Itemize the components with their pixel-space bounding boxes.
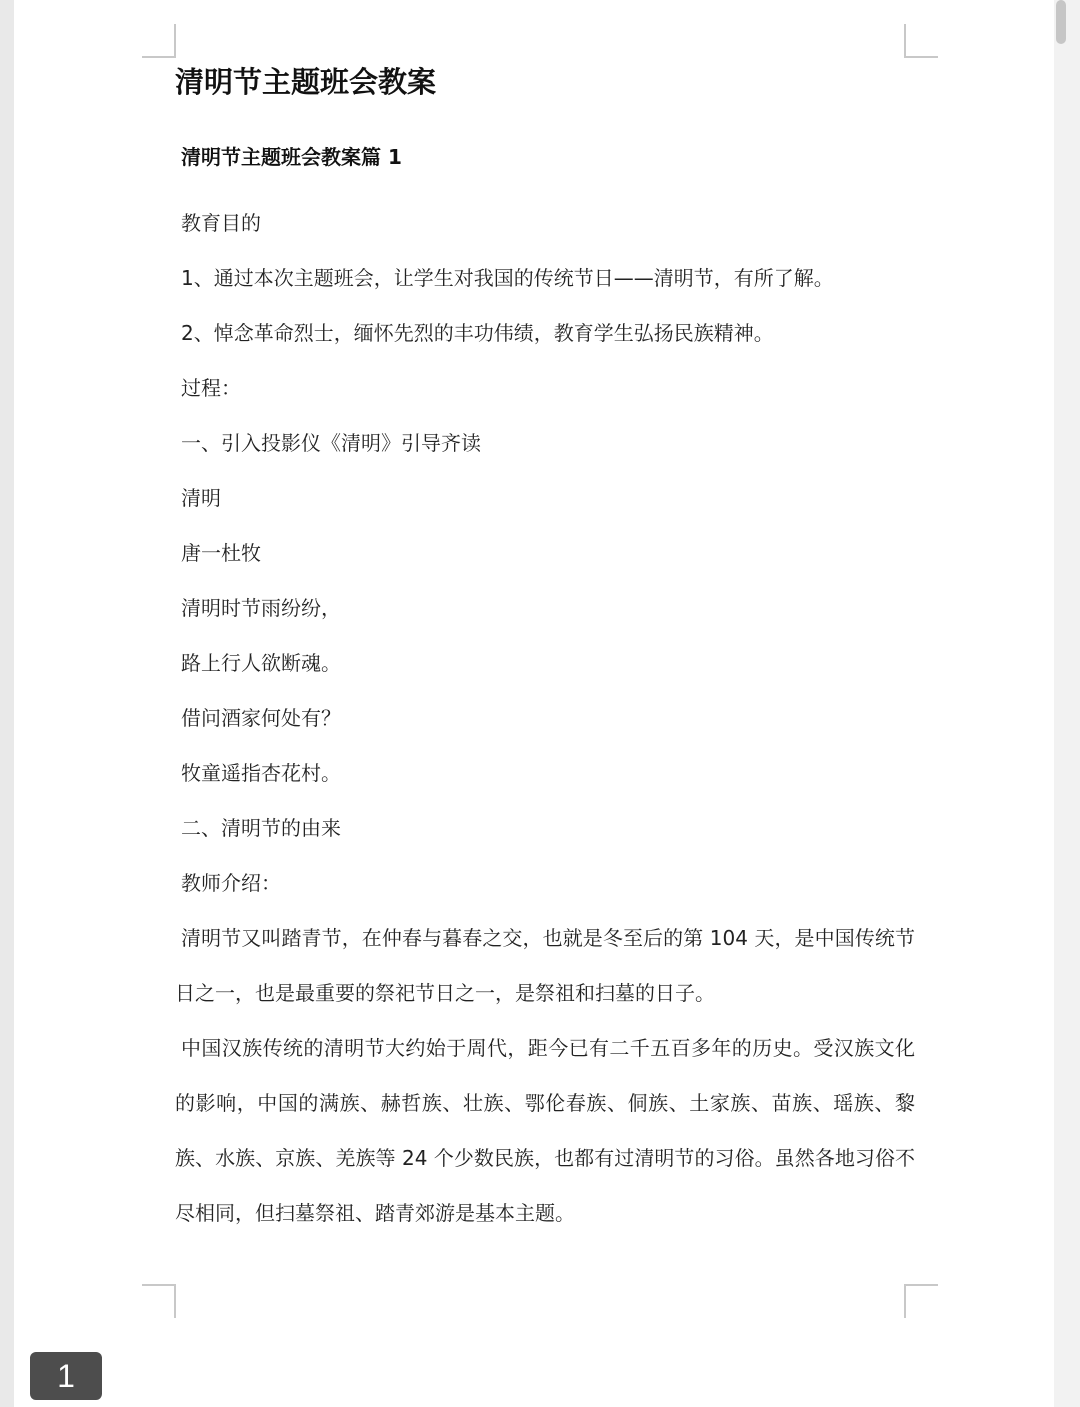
body-line: 过程： — [181, 376, 241, 400]
poem-author: 唐一杜牧 — [181, 541, 261, 565]
document-body — [175, 196, 915, 1241]
body-paragraph: 清明节又叫踏青节，在仲春与暮春之交，也就是冬至后的第 104 天，是中国传统节日之一，也是最重要的祭祀节日之一，是祭祖和扫墓的日子。 — [175, 926, 915, 1005]
margin-mark-bottom-right — [904, 1284, 938, 1318]
poem-line: 借问酒家何处有？ — [181, 706, 341, 730]
body-line: 二、清明节的由来 — [181, 816, 341, 840]
section-heading: 清明节主题班会教案篇 1 — [181, 145, 402, 169]
poem-line: 牧童遥指杏花村。 — [181, 761, 341, 785]
poem-title: 清明 — [181, 486, 221, 510]
margin-mark-bottom-left — [142, 1284, 176, 1318]
margin-mark-top-left — [142, 24, 176, 58]
body-line: 1、通过本次主题班会，让学生对我国的传统节日——清明节，有所了解。 — [181, 266, 834, 290]
poem-line: 清明时节雨纷纷， — [181, 596, 341, 620]
document-title: 清明节主题班会教案 — [175, 65, 437, 99]
scrollbar-thumb[interactable] — [1056, 0, 1066, 44]
body-line: 一、引入投影仪《清明》引导齐读 — [181, 431, 481, 455]
margin-mark-top-right — [904, 24, 938, 58]
body-line: 教育目的 — [181, 211, 261, 235]
body-paragraph: 中国汉族传统的清明节大约始于周代，距今已有二千五百多年的历史。受汉族文化的影响，中国的满族、赫哲族、壮族、鄂伦春族、侗族、土家族、苗族、瑶族、黎族、水族、京族、羌族等 24 个少数民族，也都有过清明节的习俗。虽然各地习俗不尽相同，但扫墓祭祖、踏青郊游是基本主题。 — [175, 1036, 915, 1225]
body-line: 教师介绍： — [181, 871, 281, 895]
poem-line: 路上行人欲断魂。 — [181, 651, 341, 675]
page-number-badge: 1 — [30, 1352, 102, 1400]
document-content — [175, 60, 915, 1225]
body-line: 2、悼念革命烈士，缅怀先烈的丰功伟绩，教育学生弘扬民族精神。 — [181, 321, 774, 345]
scrollbar-track[interactable] — [1054, 0, 1080, 1407]
